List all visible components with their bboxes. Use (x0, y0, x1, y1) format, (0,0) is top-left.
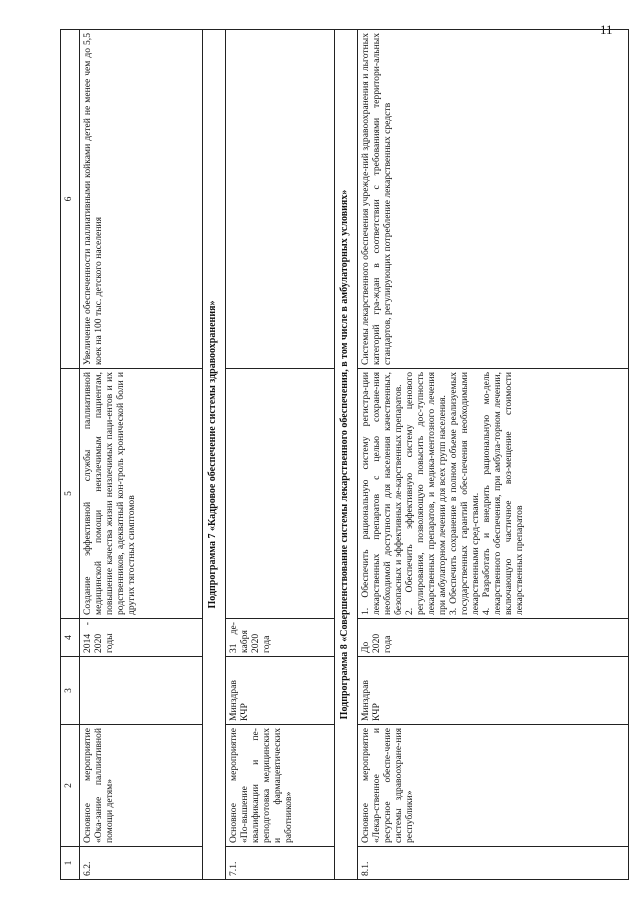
row-result: Системы лекарственного обеспечения учрежде-ний здравоохранения и льготных категорий гра-ждан в соответствии с требованиями территори-альных стандартов, регулирующих потребление лекарственных средств (358, 30, 629, 369)
table-row (358, 30, 629, 880)
row-result: Увеличение обеспеченности паллиативными койками детей не менее чем до 5,5 коек на 100 тыс. детского населения (80, 30, 203, 369)
row-executor: Минздрав КЧР (226, 657, 335, 725)
section-row (335, 30, 358, 880)
row-number: 6.2. (80, 847, 203, 880)
header-col-2: 2 (61, 725, 80, 847)
section-title-8: Подпрограмма 8 «Совершенствование системы лекарственного обеспечения, в том числе в амбулаторных условиях» (335, 30, 358, 880)
header-row (61, 30, 80, 880)
row-event: Основное мероприятие «По-вышение квалификации и пе-реподготовка медицинских и фармацевтических работников» (226, 725, 335, 847)
row-content (226, 369, 335, 619)
row-term: 2014 - 2020 годы (80, 619, 203, 657)
program-table (60, 29, 629, 880)
table-row (226, 30, 335, 880)
row-term: До 2020 года (358, 619, 629, 657)
row-content: Создание эффективной службы паллиативной медицинской помощи неизлечимым пациентам, повышение качества жизни неизлечимых паци-ентов и их родственников, адекватный кон-троль хронической боли и других тягостных симптомов (80, 369, 203, 619)
header-col-4: 4 (61, 619, 80, 657)
row-event: Основное мероприятие «Лекар-ственное и ресурсное обеспе-чение системы здравоохране-ния республики» (358, 725, 629, 847)
row-number: 8.1. (358, 847, 629, 880)
row-event: Основное мероприятие «Ока-зание паллиативной помощи детям» (80, 725, 203, 847)
page-number: 11 (600, 22, 613, 37)
row-content: 1. Обеспечить рациональную систему регистра-ции лекарственных препаратов с целью сохране-ния необходимой доступности для населения качественных, безопасных и эффективных ле-карственных препаратов. 2. Обеспечить эффективную систему ценового регулирования, позволяющую повысить дос-тупность лекарственных препаратов, и медика-ментозного лечения при амбулаторном лечении для всех групп населения. 3. Обеспечить сохранение в полном объеме реализуемых государственных гарантий обес-печения необходимыми лекарственными сред-ствами. 4. Разработать и внедрить рациональную мо-дель лекарственного обеспечения, при амбула-торном лечении, включающую частичное воз-мещение стоимости лекарственных препаратов (358, 369, 629, 619)
header-col-1: 1 (61, 847, 80, 880)
row-executor (80, 657, 203, 725)
section-row (203, 30, 226, 880)
section-title-7: Подпрограмма 7 «Кадровое обеспечение системы здравоохранения» (203, 30, 226, 880)
header-col-6: 6 (61, 30, 80, 369)
header-col-3: 3 (61, 657, 80, 725)
table-row (80, 30, 203, 880)
row-term: 31 де-кабря 2020 года (226, 619, 335, 657)
rotated-table-wrapper (60, 30, 618, 880)
row-number: 7.1. (226, 847, 335, 880)
row-result (226, 30, 335, 369)
row-executor: Минздрав КЧР (358, 657, 629, 725)
header-col-5: 5 (61, 369, 80, 619)
